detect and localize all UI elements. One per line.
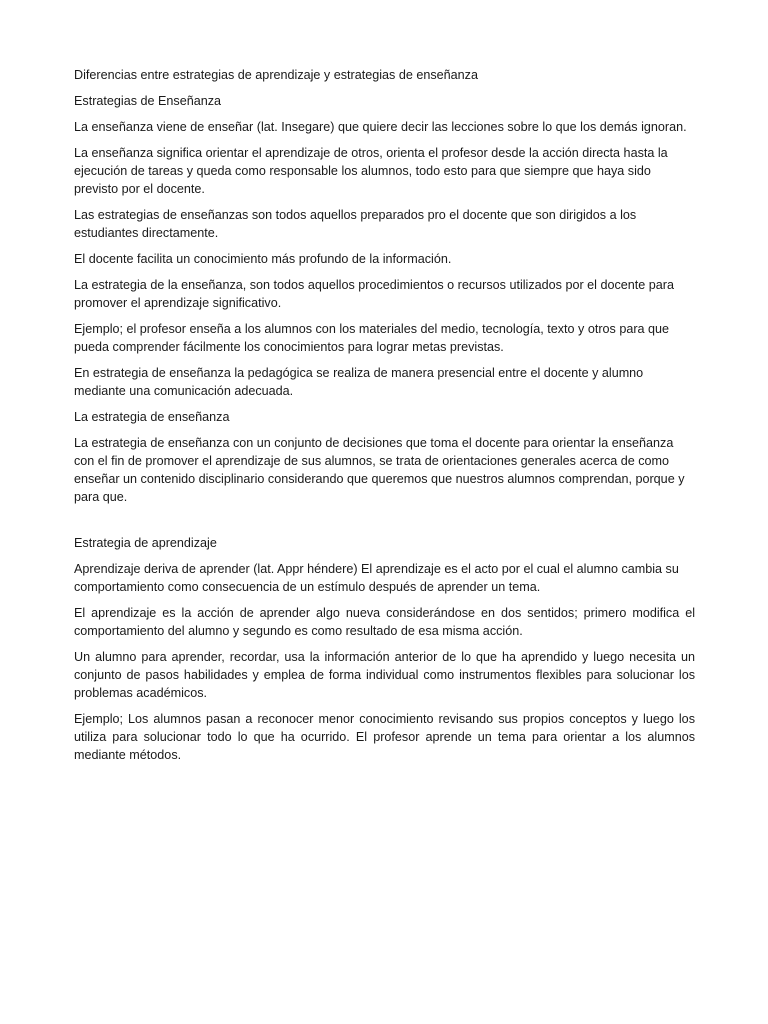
paragraph: Las estrategias de enseñanzas son todos aquellos preparados pro el docente que son dirigidos a los estudiantes directamente. [74,208,637,240]
paragraph: La enseñanza significa orientar el aprendizaje de otros, orienta el profesor desde la acción directa hasta la ejecución de tareas y queda como responsable los alumnos, todo esto para que siempre que haya sido previsto por el docente. [74,146,668,196]
document-title: Diferencias entre estrategias de aprendizaje y estrategias de enseñanza [74,68,478,82]
paragraph: El docente facilita un conocimiento más profundo de la información. [74,252,452,266]
paragraph: En estrategia de enseñanza la pedagógica se realiza de manera presencial entre el docente y alumno mediante una comunicación adecuada. [74,366,644,398]
paragraph: La estrategia de enseñanza con un conjunto de decisiones que toma el docente para orientar la enseñanza con el fin de promover el aprendizaje de sus alumnos, se trata de orientaciones generales acerca de como enseñar un contenido disciplinario considerando que queremos que nuestros alumnos comprendan, porque y para que. [74,436,685,504]
paragraph: La enseñanza viene de enseñar (lat. Insegare) que quiere decir las lecciones sobre lo que los demás ignoran. [74,120,687,134]
paragraph: Ejemplo; Los alumnos pasan a reconocer menor conocimiento revisando sus propios conceptos y luego los utiliza para solucionar todo lo que ha ocurrido. El profesor aprende un tema para orientar a los alumnos mediante métodos. [74,712,695,762]
paragraph: Ejemplo; el profesor enseña a los alumnos con los materiales del medio, tecnología, texto y otros para que pueda comprender fácilmente los conocimientos para lograr metas previstas. [74,322,670,354]
paragraph: Aprendizaje deriva de aprender (lat. Appr héndere) El aprendizaje es el acto por el cual el alumno cambia su comportamiento como consecuencia de un estímulo después de aprender un tema. [74,562,679,594]
paragraph: El aprendizaje es la acción de aprender algo nueva considerándose en dos sentidos; primero modifica el comportamiento del alumno y segundo es como resultado de esa misma acción. [74,606,695,638]
subsection-heading: La estrategia de enseñanza [74,410,230,424]
paragraph: La estrategia de la enseñanza, son todos aquellos procedimientos o recursos utilizados por el docente para promover el aprendizaje significativo. [74,278,674,310]
paragraph: Un alumno para aprender, recordar, usa la información anterior de lo que ha aprendido y luego necesita un conjunto de pasos habilidades y emplea de forma individual como instrumentos flexibles para solucionar los problemas académicos. [74,650,695,700]
section-heading-aprendizaje: Estrategia de aprendizaje [74,536,217,550]
section-heading-ensenanza: Estrategias de Enseñanza [74,94,222,108]
